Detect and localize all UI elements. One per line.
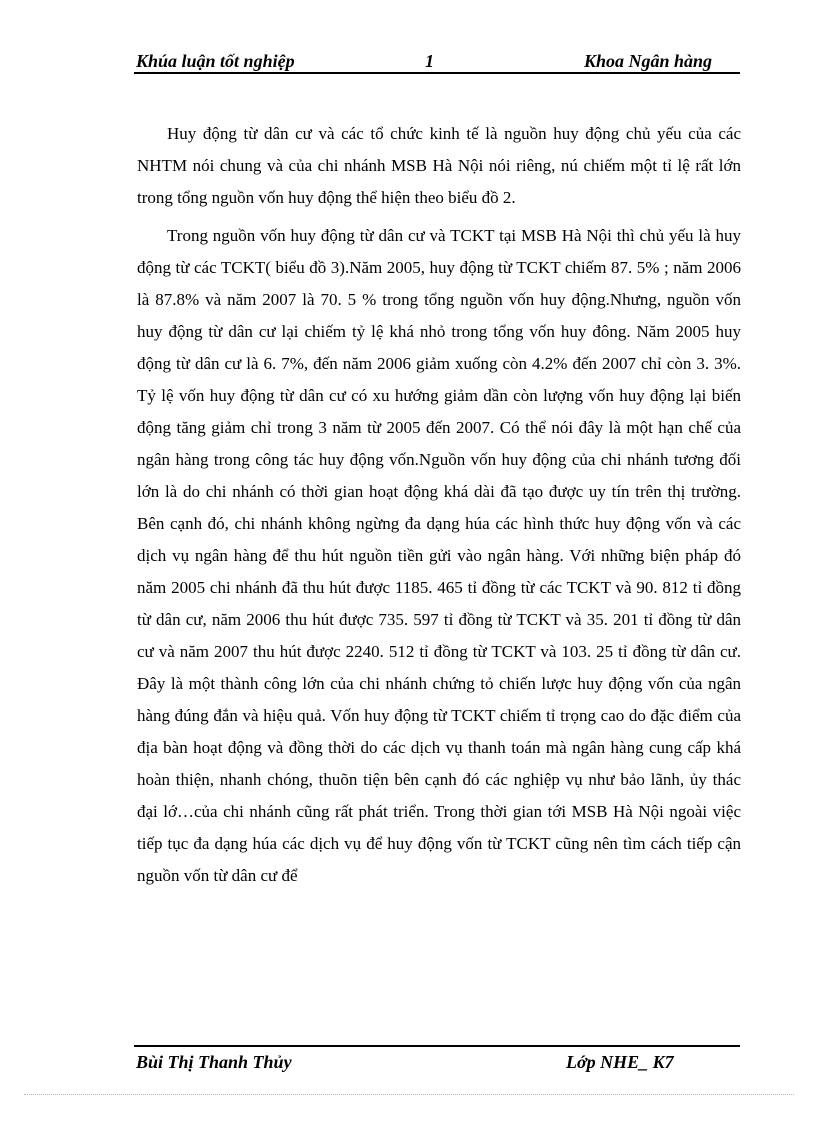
footer-class: Lớp NHE_ K7 [566,1052,674,1072]
document-body [137,118,741,898]
footer-author: Bùi Thị Thanh Thủy [136,1052,292,1072]
paragraph-2: Trong nguồn vốn huy động từ dân cư và TCKT tại MSB Hà Nội thì chủ yếu là huy động từ các TCKT( biểu đồ 3).Năm 2005, huy động từ TCKT chiếm 87. 5% ; năm 2006 là 87.8% và năm 2007 là 70. 5 % trong tổng nguồn vốn huy động.Nhưng, nguồn vốn huy động từ dân cư lại chiếm tỷ lệ khá nhỏ trong tổng vốn huy đông. Năm 2005 huy động từ dân cư là 6. 7%, đến năm 2006 giảm xuống còn 4.2% đến 2007 chỉ còn 3. 3%. Tỷ lệ vốn huy động từ dân cư có xu hướng giảm dần còn lượng vốn huy động lại biến động tăng giảm chỉ trong 3 năm từ 2005 đến 2007. Có thể nói đây là một hạn chế của ngân hàng trong công tác huy động vốn.Nguồn vốn huy động của chi nhánh tương đối lớn là do chi nhánh có thời gian hoạt động khá dài đã tạo được uy tín trên thị trường. Bên cạnh đó, chi nhánh không ngừng đa dạng húa các hình thức huy động vốn và các dịch vụ ngân hàng để thu hút nguồn tiền gửi vào ngân hàng. Với những biện pháp đó năm 2005 chi nhánh đã thu hút được 1185. 465 tỉ đồng từ các TCKT và 90. 812 tỉ đồng từ dân cư, năm 2006 thu hút được 735. 597 tỉ đồng từ TCKT và 35. 201 tỉ đồng từ dân cư và năm 2007 thu hút được 2240. 512 tỉ đồng từ TCKT và 103. 25 tỉ đồng từ dân cư. Đây là một thành công lớn của chi nhánh chứng tỏ chiến lược huy động vốn của ngân hàng đúng đắn và hiệu quả. Vốn huy động từ TCKT chiếm tỉ trọng cao do đặc điểm của địa bàn hoạt động và đồng thời do các dịch vụ thanh toán mà ngân hàng cung cấp khá hoàn thiện, nhanh chóng, thuõn tiện bên cạnh đó các nghiệp vụ như bảo lãnh, ủy thác đại lớ…của chi nhánh cũng rất phát triển. Trong thời gian tới MSB Hà Nội ngoài việc tiếp tục đa dạng húa các dịch vụ để huy động vốn từ TCKT cũng nên tìm cách tiếp cận nguồn vốn từ dân cư để [137,226,741,885]
header-thesis-title: Khúa luận tốt nghiệp [136,51,295,71]
page-number: 1 [425,51,434,71]
paragraph-1: Huy động từ dân cư và các tổ chức kinh tế là nguồn huy động chủ yếu của các NHTM nói chung và của chi nhánh MSB Hà Nội nói riêng, nú chiếm một tỉ lệ rất lớn trong tổng nguồn vốn huy động thể hiện theo biểu đồ 2. [137,124,741,207]
page-bottom-divider [24,1094,794,1095]
page-footer [134,1045,740,1073]
header-department: Khoa Ngân hàng [584,51,713,71]
page-header [134,50,740,74]
